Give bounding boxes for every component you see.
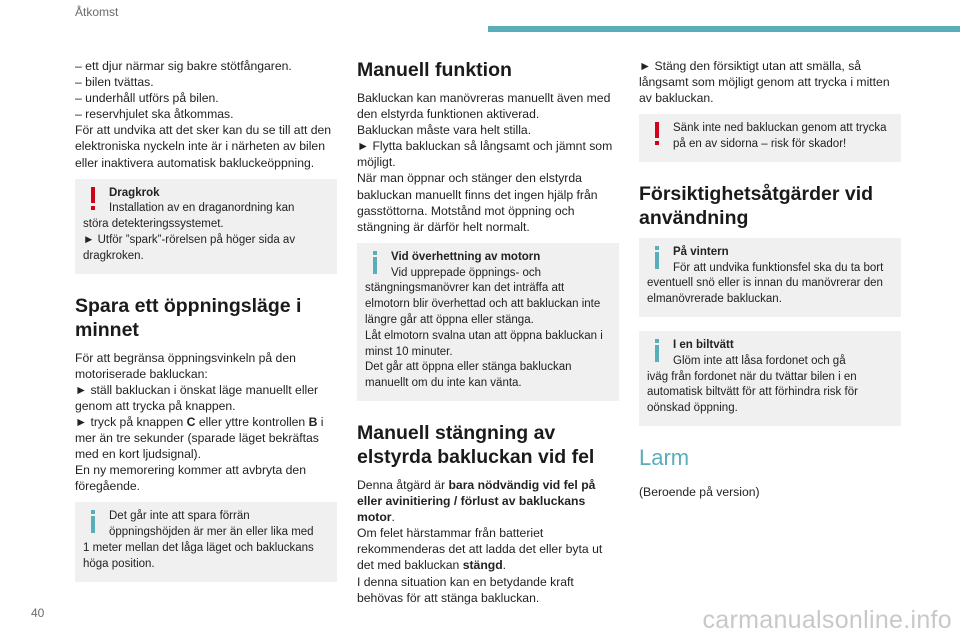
paragraph: För att begränsa öppningsvinkeln på den motoriserade bakluckan: xyxy=(75,350,296,381)
note-title: På vintern xyxy=(673,245,729,258)
step-text: eller yttre kontrollen xyxy=(195,415,309,430)
column-3 xyxy=(639,58,901,500)
warning-note-dragkrok xyxy=(75,179,337,274)
note-text: För att undvika funktionsfel ska du ta bort xyxy=(673,261,884,274)
info-note-car-wash xyxy=(639,331,901,426)
note-text: Det går att öppna eller stänga bakluckan manuellt om du inte kan vänta. xyxy=(365,361,572,390)
header-accent-bar xyxy=(488,26,960,32)
info-note-memory xyxy=(75,502,337,581)
paragraph: När man öppnar och stänger den elstyrda bakluckan manuellt finns det ingen hjälp från gasstöttorna. Motstånd mot öppning och stängning är därför helt normalt. xyxy=(357,171,598,234)
step-text: i mer än tre sekunder (sparade läget bekräftas med en kort ljudsignal). xyxy=(75,415,324,462)
info-note-winter xyxy=(639,238,901,317)
note-text: Installation av en draganordning kan xyxy=(109,202,295,215)
paragraph: Bakluckan kan manövreras manuellt även med den elstyrda funktionen aktiverad. xyxy=(357,91,611,122)
note-text: Låt elmotorn svalna utan att öppna bakluckan i minst 10 minuter. xyxy=(365,329,603,358)
note-text: störa detekteringssystemet. xyxy=(83,218,224,231)
note-text: eventuell snö eller is innan du manövrerar den elmanövrerade bakluckan. xyxy=(647,277,883,306)
section-heading: Manuell stängning av elstyrda bakluckan vid fel xyxy=(357,422,595,469)
emphasis-text: bara nödvändig vid fel på eller avinitiering / förlust av bakluckans motor xyxy=(357,478,596,525)
column-1 xyxy=(75,58,337,582)
paragraph-text: . xyxy=(502,558,507,573)
info-icon xyxy=(366,251,384,275)
note-text: stängningsmanövrer kan det inträffa att elmotorn blir överhettad och att bakluckan inte längre går att öppna eller stänga. xyxy=(365,282,601,327)
note-step: ► Utför ”spark”-rörelsen på höger sida av dragkroken. xyxy=(83,234,296,262)
note-text: Glöm inte att låsa fordonet och gå xyxy=(673,354,846,367)
note-text: Sänk inte ned bakluckan genom att trycka på en av sidorna – risk för skador! xyxy=(673,122,887,151)
info-icon xyxy=(648,246,666,270)
paragraph: En ny memorering kommer att avbryta den föregående. xyxy=(75,463,306,494)
step: ► Flytta bakluckan så långsamt och jämnt som möjligt. xyxy=(357,139,613,170)
paragraph-text: Om felet härstammar från batteriet rekommenderas det att ladda det eller byta ut det med bakluckan xyxy=(357,526,603,573)
column-2 xyxy=(357,58,619,606)
list-item: – reservhjulet ska åtkommas. xyxy=(75,107,234,122)
section-heading: Försiktighetsåtgärder vid användning xyxy=(639,182,874,229)
button-c-label: C xyxy=(186,415,196,430)
note-title: I en biltvätt xyxy=(673,339,734,352)
note-text: Vid upprepade öppnings- och xyxy=(391,266,542,279)
note-text: 1 meter mellan det låga läget och bakluckans höga position. xyxy=(83,542,314,570)
note-text: Det går inte att spara förrän öppningshöjden är mer än eller lika med xyxy=(109,510,314,539)
list-item: – bilen tvättas. xyxy=(75,75,154,90)
paragraph: För att undvika att det sker kan du se till att den elektroniska nyckeln inte är i närheten av bilen eller inaktivera automatisk bakluckeöppning. xyxy=(75,123,332,170)
step xyxy=(75,414,337,462)
note-title: Vid överhettning av motorn xyxy=(391,250,541,263)
warning-note-sides xyxy=(639,114,901,162)
emphasis-text: stängd xyxy=(462,558,503,573)
list-item: – ett djur närmar sig bakre stötfångaren. xyxy=(75,59,292,73)
paragraph: I denna situation kan en betydande kraft behövas för att stänga bakluckan. xyxy=(357,574,574,605)
control-b-label: B xyxy=(308,415,318,430)
info-icon xyxy=(84,510,102,534)
step: ► Stäng den försiktigt utan att smälla, så långsamt som möjligt genom att trycka i mitten av bakluckan. xyxy=(639,59,890,106)
info-icon xyxy=(648,339,666,363)
watermark: carmanualsonline.info xyxy=(702,606,952,634)
paragraph xyxy=(357,477,619,525)
info-note-overheating xyxy=(357,243,619,401)
paragraph-text: . xyxy=(391,510,395,525)
chapter-heading: Larm xyxy=(639,445,690,471)
paragraph xyxy=(357,525,619,573)
warning-exclamation-icon xyxy=(84,187,102,211)
section-heading: Spara ett öppningsläge i minnet xyxy=(75,294,302,341)
paragraph: Bakluckan måste vara helt stilla. xyxy=(357,123,532,138)
list-item: – underhåll utförs på bilen. xyxy=(75,91,219,106)
note-text: iväg från fordonet när du tvättar bilen i en automatisk biltvätt för att förhindra risk för oönskad öppning. xyxy=(647,370,858,415)
step: ► ställ bakluckan i önskat läge manuellt eller genom att trycka på knappen. xyxy=(75,382,319,413)
step-text: ► tryck på knappen xyxy=(75,415,187,430)
paragraph: (Beroende på version) xyxy=(639,485,760,500)
paragraph-text: Denna åtgärd är xyxy=(357,478,449,493)
page-number: 40 xyxy=(31,606,45,620)
warning-exclamation-icon xyxy=(648,122,666,146)
note-title: Dragkrok xyxy=(109,186,160,199)
section-label: Åtkomst xyxy=(75,5,119,19)
section-heading: Manuell funktion xyxy=(357,59,512,81)
